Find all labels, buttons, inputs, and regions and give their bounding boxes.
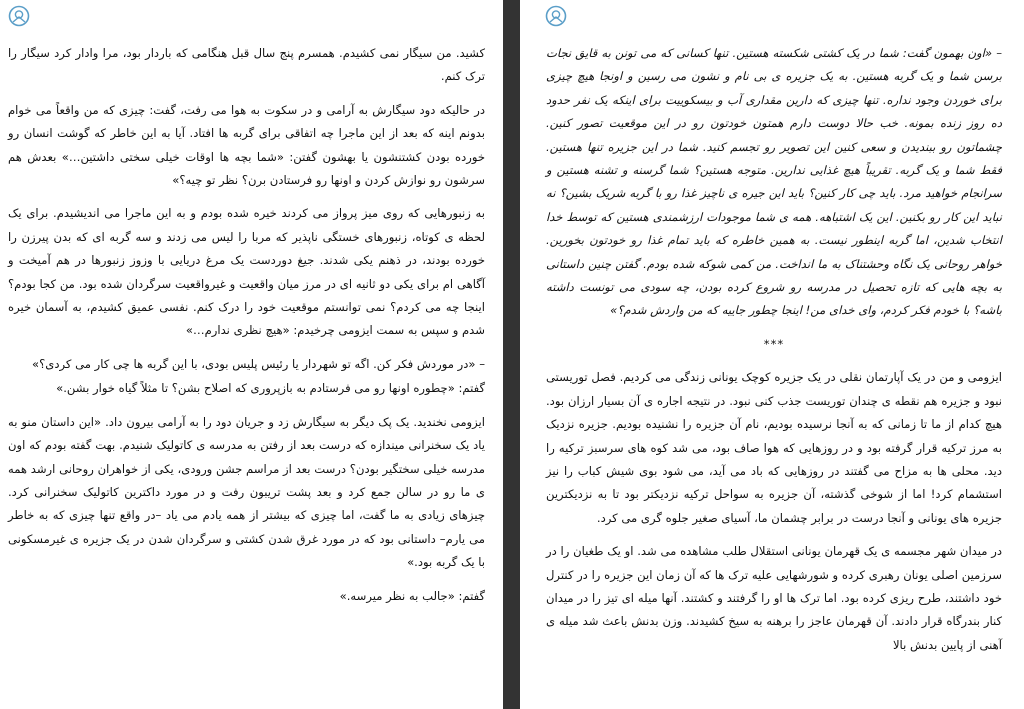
paragraph: گفتم: «چطوره اونها رو می فرستادم به بازپروری که اصلاح بشن؟ تا مثلاً گیاه خوار بشن.»	[56, 381, 485, 396]
paragraph: – «در موردش فکر کن. اگه تو شهردار یا رئیس پلیس بودی، با این گربه ها چی کار می کردی؟»	[32, 356, 485, 371]
page-gutter	[503, 0, 520, 709]
paragraph: ایزومی نخندید. یک پک دیگر به سیگارش زد و جریان دود را به آرامی بیرون داد. «این داستان منو به یاد یک سخنرانی میندازه که درست بعد از رفتن به مدرسه ی کاتولیک شنیدم. بهت گفته بودم که اون مدرسه خیلی سختگیر بودن؟ درست بعد از مراسم جشن ورودی، یکی از خواهران روحانی ارشد همه ی ما رو در سالن جمع کرد و بعد پشت تریبون رفت و در مورد داکترین کاتولیک سخنرانی کرد. چیزهای زیادی به ما گفت، اما چیزی که بیشتر از همه یادم می یاد –در واقع تنها چیزی که به خاطر می یارم– داستانی بود که در مورد غرق شدن کشتی و سرگردان شدن در یک جزیره ی غیرمسکونی با یک گربه بود.»	[8, 414, 485, 570]
left-page-text	[8, 42, 485, 618]
paragraph: ایزومی و من در یک آپارتمان نقلی در یک جزیره کوچک یونانی زندگی می کردیم. فصل توریستی نبود و جزیره هم نقطه ی چندان توریست جذب کنی نبود. در نتیجه اجاره ی آن بسیار ارزان بود. هیچ کدام از ما تا زمانی که به آنجا نرسیده بودیم، نام آن جزیره را نشنیده بودیم. جزیره نزدیک به مرز ترکیه قرار گرفته بود و در روزهایی که هوا صاف بود، می شد کوه های سرسبز ترکیه را دید. محلی ها به مزاح می گفتند در روزهایی که باد می آید، می شود بوی شیش کباب را نیز استشمام کرد! اما از شوخی گذشته، آن جزیره به سواحل ترکیه نزدیکتر بود تا به نزدیکترین جزیره های یونانی و آنجا درست در برابر چشمان ما، آسیای صغیر جلوه گری می کرد.	[546, 370, 1002, 525]
paragraph: – «اون بهمون گفت: شما در یک کشتی شکسته هستین. تنها کسانی که می تونن به قایق نجات برسن شما و یک گربه هستین. به یک جزیره ی بی نام و نشون می رسین و اونجا هیچ چیزی برای خوردن وجود نداره. تنها چیزی که دارین مقداری آب و بیسکوییت برای اینکه یک نفر حدود ده روز زنده بمونه. خب حالا دوست دارم همتون خودتون رو در این موقعیت تصور کنین. چشماتون رو ببندیدن و سعی کنین این تصویر رو تجسم کنید. شما در این جزیره تنها هستین. فقط شما و یک گربه. تقریباً هیچ غذایی ندارین. متوجه هستین؟ شما گرسنه و تشنه هستین و سرانجام خواهید مرد. باید چی کار کنین؟ باید این جیره ی ناچیز غذا رو با گربه شریک بشین؟ نه نباید این کار رو بکنین. این یک اشتباهه. همه ی شما موجودات ارزشمندی هستین که توسط خدا انتخاب شدین، اما گربه اینطور نیست. به همین خاطره که باید تمام غذا رو خودتون بخورین. خواهر روحانی یک نگاه وحشتناک به ما انداخت. من کمی شوکه شده بودم. گفتن چنین داستانی به بچه هایی که تازه تحصیل در مدرسه رو شروع کرده بودن، چه سودی می تونست داشته باشه؟ با خودم فکر کردم، وای خدای من! اینجا چطور جاییه که من واردش شدم؟»	[546, 46, 1002, 318]
right-page	[520, 0, 1024, 709]
section-separator: ***	[763, 336, 785, 351]
paragraph: به زنبورهایی که روی میز پرواز می کردند خیره شده بودم و به این ماجرا می اندیشیدم. برای یک لحظه ی کوتاه، زنبورهای خستگی ناپذیر که مربا را لیس می زدند و سه گربه ای که بدن پیرزن را خورده بودند، در ذهنم یکی شدند. جیغ دوردست یک مرغ دریایی با وزوز زنبورها در هم آمیخت و آگاهی ام برای یکی دو ثانیه ای در مرز میان واقعیت و غیرواقعیت سرگردان شده بود. من کجا بودم؟ اینجا چه می کردم؟ نمی توانستم موقعیت خود را درک کنم. نفسی عمیق کشیدم، به آسمان خیره شدم و سپس به سمت ایزومی چرخیدم: «هیچ نظری ندارم…»	[8, 206, 485, 338]
publisher-logo-icon	[545, 5, 567, 27]
paragraph: کشید. من سیگار نمی کشیدم. همسرم پنج سال قبل هنگامی که باردار بود، مرا وادار کرد سیگار را ترک کنم.	[8, 46, 485, 84]
paragraph: در میدان شهر مجسمه ی یک قهرمان یونانی استقلال طلب مشاهده می شد. او یک طغیان را در سرزمین اصلی یونان رهبری کرده و شورشهایی علیه ترک ها که آن زمان این جزیره را در کنترل خود داشتند، طرح ریزی کرده بود. اما ترک ها او را گرفتند و کشتند. آنها میله ای تیز را در میدان کنار بندرگاه قرار دادند. آن قهرمان عاجز را برهنه به سیخ کشیدند. وزن بدنش باعث شد میله ی آهنی از پایین بدنش بالا	[546, 544, 1002, 652]
left-page	[0, 0, 503, 709]
publisher-logo-icon	[8, 5, 30, 27]
paragraph: گفتم: «جالب به نظر میرسه.»	[339, 588, 485, 603]
paragraph: در حالیکه دود سیگارش به آرامی و در سکوت به هوا می رفت، گفت: چیزی که من واقعاً می خوام بدونم اینه که بعد از این ماجرا چه اتفاقی برای گربه ها افتاد. آیا به این خاطر که گوشت انسان رو خورده بودن کشتنشون یا بهشون گفتن: «شما بچه ها اوقات خیلی سختی داشتین…» بعدش هم سرشون رو نوازش کردن و اونها رو فرستادن برن؟ نظر تو چیه؟»	[8, 102, 485, 188]
right-page-text	[546, 42, 1002, 667]
